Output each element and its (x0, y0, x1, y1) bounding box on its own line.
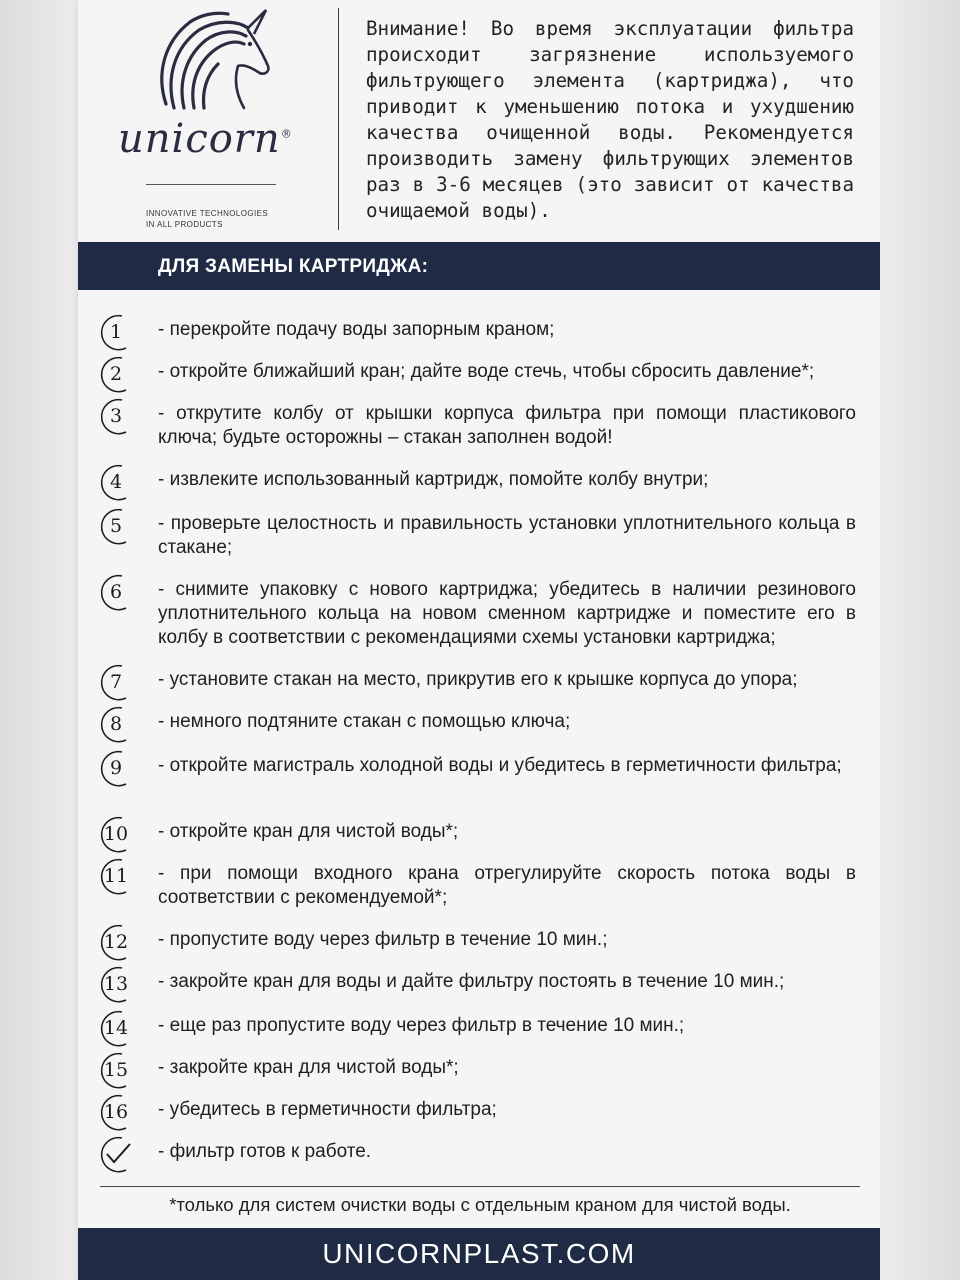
step-text: - откройте кран для чистой воды*; (158, 821, 459, 842)
step-text: - при помощи входного крана отрегулируйте скорость потока воды в соответствии с рекомендуемой*; (158, 863, 856, 908)
step-number: 9 (96, 748, 136, 788)
footer-banner (78, 1228, 880, 1280)
step-text: - извлеките использованный картридж, помойте колбу внутри; (158, 469, 709, 490)
left-page-edge (0, 0, 78, 1280)
right-page-edge (880, 0, 960, 1280)
checkmark-icon (96, 1134, 136, 1174)
step-text: - еще раз пропустите воду через фильтр в течение 10 мин.; (158, 1015, 685, 1036)
brand-wordmark: unicorn® (118, 116, 293, 162)
step-number: 1 (96, 312, 136, 352)
step-text: - проверьте целостность и правильность установки уплотнительного кольца в стакане; (158, 513, 856, 558)
section-title: ДЛЯ ЗАМЕНЫ КАРТРИДЖА: (158, 256, 429, 277)
step-text: - пропустите воду через фильтр в течение 10 мин.; (158, 929, 608, 950)
step-number: 10 (96, 814, 136, 854)
step-text: - закройте кран для воды и дайте фильтру постоять в течение 10 мин.; (158, 971, 785, 992)
step-number: 2 (96, 354, 136, 394)
step-number: 16 (96, 1092, 136, 1132)
step-number: 7 (96, 662, 136, 702)
footer-url: UNICORNPLAST.COM (322, 1238, 636, 1269)
step-text: - убедитесь в герметичности фильтра; (158, 1099, 497, 1120)
step-text: - немного подтяните стакан с помощью ключа; (158, 711, 571, 732)
tagline-line-2: IN ALL PRODUCTS (146, 220, 223, 229)
step-number: 5 (96, 506, 136, 546)
step-number: 12 (96, 922, 136, 962)
step-number: 8 (96, 704, 136, 744)
tagline-line-1: INNOVATIVE TECHNOLOGIES (146, 209, 269, 218)
step-number: 3 (96, 396, 136, 436)
step-number: 15 (96, 1050, 136, 1090)
step-number: 14 (96, 1008, 136, 1048)
warning-paragraph: Внимание! Во время эксплуатации фильтра происходит загрязнение используемого фильтрующего элемента (картриджа), что приводит к уменьшению потока и ухудшению качества очищенной воды. Рекомендуется производить замену фильтрующих элементов раз в 3-6 месяцев (это зависит от качества очищаемой воды). (366, 17, 854, 222)
footnote-divider (100, 1186, 860, 1187)
step-text: - открутите колбу от крышки корпуса фильтра при помощи пластикового ключа; будьте осторожны – стакан заполнен водой! (158, 403, 856, 448)
step-text: - закройте кран для чистой воды*; (158, 1057, 459, 1078)
steps-list (96, 0, 866, 1280)
step-text: - фильтр готов к работе. (158, 1141, 372, 1162)
step-number: 4 (96, 462, 136, 502)
step-text: - установите стакан на место, прикрутив его к крышке корпуса до упора; (158, 669, 798, 690)
step-number: 11 (96, 856, 136, 896)
step-text: - откройте ближайший кран; дайте воде стечь, чтобы сбросить давление*; (158, 361, 815, 382)
step-text: - перекройте подачу воды запорным краном; (158, 319, 555, 340)
step-text: - снимите упаковку с нового картриджа; убедитесь в наличии резинового уплотнительного кольца на новом сменном картридже и поместите его в колбу в соответствии с рекомендациями схемы установки картриджа; (158, 579, 856, 648)
step-text: - откройте магистраль холодной воды и убедитесь в герметичности фильтра; (158, 755, 842, 776)
footnote: *только для систем очистки воды с отдельным краном для чистой воды. (169, 1194, 791, 1215)
step-number: 13 (96, 964, 136, 1004)
step-number: 6 (96, 572, 136, 612)
